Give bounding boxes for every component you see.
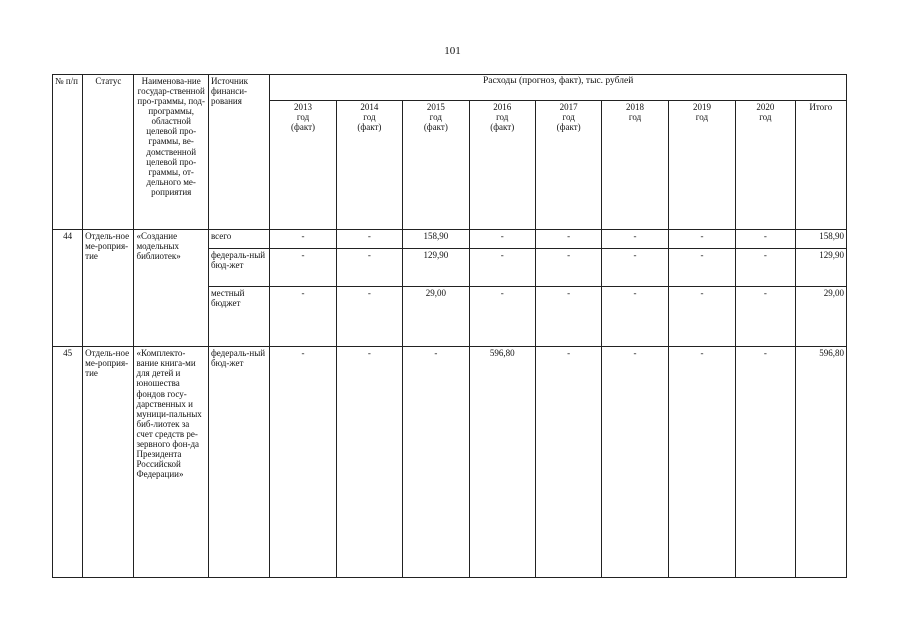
header-year-2018	[602, 101, 668, 230]
header-year-unit: год	[628, 112, 642, 123]
row-source: федераль-ный бюд-жет	[208, 249, 269, 286]
header-year-unit: год	[363, 112, 376, 123]
header-source: Источник финанси-рования	[208, 75, 269, 230]
row-value: -	[336, 286, 402, 347]
table-row	[53, 347, 847, 578]
header-total: Итого	[795, 101, 846, 230]
row-value: 29,00	[403, 286, 469, 347]
header-year-note: (факт)	[490, 122, 515, 133]
row-value: -	[736, 286, 795, 347]
header-year-unit: год	[496, 112, 509, 123]
row-value: -	[602, 229, 668, 248]
row-value: -	[270, 286, 336, 347]
header-year-year: 2014	[360, 102, 379, 113]
row-total: 29,00	[795, 286, 846, 347]
row-num: 45	[53, 347, 83, 578]
row-source: всего	[208, 229, 269, 248]
row-value: -	[602, 249, 668, 286]
row-value: -	[469, 229, 535, 248]
header-name: Наименова-ние государ-ственной про-граммы, под-программы, областной целевой про-граммы, ве-домственной целевой про-граммы, от-дельного ме-роприятия	[134, 75, 208, 230]
header-year-unit: год	[429, 112, 442, 123]
row-value: 596,80	[469, 347, 535, 578]
row-source: местный бюджет	[208, 286, 269, 347]
row-name: «Создание модельных библиотек»	[134, 229, 208, 346]
row-total: 129,90	[795, 249, 846, 286]
header-year-2013	[270, 101, 336, 230]
header-year-2016	[469, 101, 535, 230]
table-row	[53, 229, 847, 248]
page-number: 101	[444, 45, 461, 57]
row-value: -	[336, 347, 402, 578]
row-value: -	[535, 347, 601, 578]
header-year-2014	[336, 101, 402, 230]
row-value: -	[668, 347, 735, 578]
row-value: -	[736, 347, 795, 578]
row-value: 129,90	[403, 249, 469, 286]
budget-table	[52, 74, 847, 578]
header-year-unit: год	[296, 112, 310, 123]
header-year-note: (факт)	[291, 122, 316, 133]
row-value: -	[270, 249, 336, 286]
row-value: -	[736, 249, 795, 286]
row-value: -	[336, 229, 402, 248]
row-value: -	[270, 347, 336, 578]
row-source: федераль-ный бюд-жет	[208, 347, 269, 578]
header-status: Статус	[83, 75, 134, 230]
header-year-2015	[403, 101, 469, 230]
row-value: -	[535, 286, 601, 347]
row-value: -	[469, 286, 535, 347]
row-value: -	[668, 249, 735, 286]
header-num: № п/п	[53, 75, 83, 230]
header-year-note: (факт)	[357, 122, 382, 133]
row-value: -	[668, 286, 735, 347]
row-value: -	[602, 286, 668, 347]
table-body	[53, 229, 847, 577]
header-year-year: 2018	[626, 102, 645, 113]
header-year-year: 2016	[493, 102, 512, 113]
row-value: -	[336, 249, 402, 286]
row-value: -	[535, 229, 601, 248]
header-year-unit: год	[562, 112, 575, 123]
header-row-1	[53, 75, 847, 101]
row-value: -	[668, 229, 735, 248]
header-year-unit: год	[695, 112, 709, 123]
row-total: 596,80	[795, 347, 846, 578]
row-value: 158,90	[403, 229, 469, 248]
row-status: Отдель-ное ме-роприя-тие	[83, 229, 134, 346]
header-year-year: 2015	[426, 102, 445, 113]
row-value: -	[403, 347, 469, 578]
header-year-2019	[668, 101, 735, 230]
row-name: «Комплекто-вание книга-ми для детей и юношества фондов госу-дарственных и муници-пальных биб-лиотек за счет средств ре-зервного фон-да Президента Российской Федерации»	[134, 347, 208, 578]
header-year-year: 2020	[756, 102, 775, 113]
row-status: Отдель-ное ме-роприя-тие	[83, 347, 134, 578]
header-year-year: 2017	[559, 102, 578, 113]
row-value: -	[602, 347, 668, 578]
header-year-unit: год	[759, 112, 772, 123]
header-year-2017	[535, 101, 601, 230]
header-expenses: Расходы (прогноз, факт), тыс. рублей	[270, 75, 847, 101]
header-year-note: (факт)	[556, 122, 581, 133]
header-year-note: (факт)	[423, 122, 448, 133]
header-year-year: 2013	[294, 102, 313, 113]
row-value: -	[469, 249, 535, 286]
row-num: 44	[53, 229, 83, 346]
row-value: -	[535, 249, 601, 286]
row-value: -	[736, 229, 795, 248]
row-value: -	[270, 229, 336, 248]
header-year-year: 2019	[692, 102, 711, 113]
row-total: 158,90	[795, 229, 846, 248]
header-year-2020	[736, 101, 795, 230]
